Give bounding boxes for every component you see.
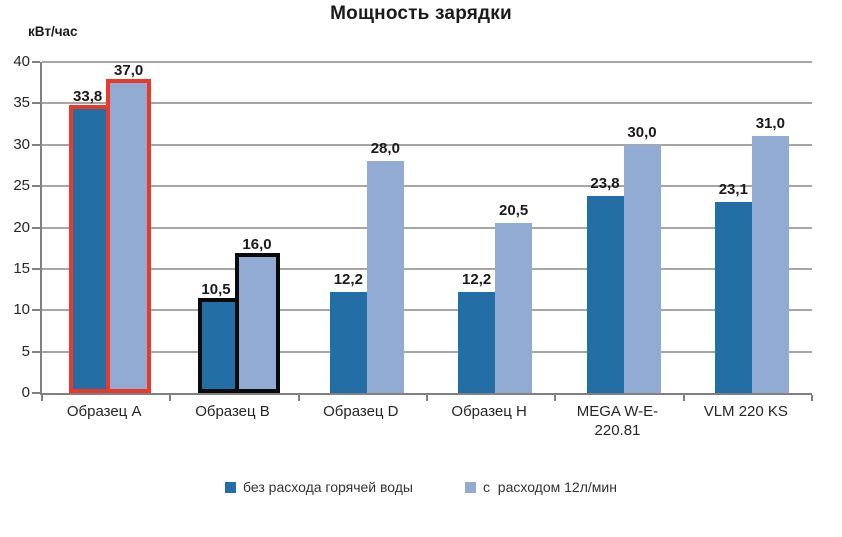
bar-flow-12l-3 bbox=[367, 161, 404, 393]
bar-value-label: 33,8 bbox=[73, 88, 103, 106]
plot-area bbox=[40, 62, 812, 395]
x-tick-mark bbox=[169, 395, 171, 401]
legend-marker-no-flow bbox=[225, 482, 236, 493]
y-gridline bbox=[42, 309, 812, 311]
bar-value-label: 28,0 bbox=[370, 140, 400, 158]
legend-label: без расхода горячей воды bbox=[243, 479, 413, 495]
category-label-5: MEGA W-E-220.81 bbox=[576, 403, 659, 439]
bar-flow-12l-4 bbox=[495, 223, 532, 393]
x-tick-mark bbox=[811, 395, 813, 401]
category-label-2: Образец B bbox=[195, 403, 270, 420]
bar-no-flow-5 bbox=[587, 196, 624, 393]
y-tick-mark bbox=[32, 144, 40, 146]
category-cell bbox=[425, 402, 553, 440]
legend-marker-flow-12l bbox=[465, 482, 476, 493]
bar-value-label: 31,0 bbox=[755, 115, 785, 133]
bar-value-label: 12,2 bbox=[462, 271, 492, 289]
bar-value-label: 16,0 bbox=[242, 235, 272, 253]
y-tick-label: 25 bbox=[13, 177, 30, 195]
bar-value-label: 30,0 bbox=[627, 123, 657, 141]
bar-no-flow-3 bbox=[330, 292, 367, 393]
y-gridline bbox=[42, 185, 812, 187]
y-gridline bbox=[42, 227, 812, 229]
y-tick-label: 5 bbox=[21, 342, 30, 360]
legend-entry-1 bbox=[225, 479, 413, 495]
y-tick-label: 30 bbox=[13, 135, 30, 153]
bar-flow-12l-5 bbox=[624, 145, 661, 393]
y-tick-mark bbox=[32, 351, 40, 353]
chart-title: Мощность зарядки bbox=[330, 3, 512, 24]
y-tick-mark bbox=[32, 227, 40, 229]
category-cell bbox=[553, 402, 681, 440]
category-label-4: Образец H bbox=[451, 403, 527, 420]
bar-no-flow-4 bbox=[458, 292, 495, 393]
y-gridline bbox=[42, 351, 812, 353]
y-gridline bbox=[42, 144, 812, 146]
x-tick-mark bbox=[41, 395, 43, 401]
bar-flow-12l-6 bbox=[752, 136, 789, 393]
category-cell bbox=[168, 402, 296, 440]
y-gridline bbox=[42, 268, 812, 270]
y-tick-label: 10 bbox=[13, 301, 30, 319]
bar-no-flow-6 bbox=[715, 202, 752, 393]
legend-entry-2 bbox=[465, 479, 617, 495]
category-label-1: Образец A bbox=[66, 403, 142, 420]
x-tick-mark bbox=[683, 395, 685, 401]
y-tick-label: 0 bbox=[21, 384, 30, 401]
y-tick-label: 40 bbox=[13, 53, 30, 70]
x-tick-mark bbox=[554, 395, 556, 401]
category-label-3: Образец D bbox=[323, 403, 399, 420]
y-tick-mark bbox=[32, 61, 40, 63]
y-tick-label: 20 bbox=[13, 218, 30, 236]
y-tick-mark bbox=[32, 185, 40, 187]
x-tick-mark bbox=[298, 395, 300, 401]
bar-value-label: 12,2 bbox=[333, 271, 363, 289]
x-tick-mark bbox=[426, 395, 428, 401]
y-tick-mark bbox=[32, 268, 40, 270]
legend-label: с расходом 12л/мин bbox=[483, 479, 617, 495]
y-tick-mark bbox=[32, 392, 40, 394]
bar-flow-12l-1 bbox=[106, 79, 151, 393]
bar-value-label: 20,5 bbox=[499, 202, 529, 220]
legend bbox=[0, 479, 842, 495]
bar-value-label: 23,8 bbox=[590, 175, 620, 193]
bar-value-label: 10,5 bbox=[201, 281, 231, 299]
category-cell bbox=[40, 402, 168, 440]
bar-value-label: 37,0 bbox=[114, 61, 144, 79]
y-tick-mark bbox=[32, 102, 40, 104]
bar-flow-12l-2 bbox=[235, 253, 280, 393]
y-axis-unit-label: кВт/час bbox=[28, 24, 78, 39]
category-label-6: VLM 220 KS bbox=[703, 403, 788, 420]
bar-value-label: 23,1 bbox=[718, 180, 748, 198]
y-gridline bbox=[42, 102, 812, 104]
y-tick-label: 35 bbox=[13, 94, 30, 112]
y-tick-label: 15 bbox=[13, 259, 30, 277]
category-cell bbox=[297, 402, 425, 440]
y-tick-mark bbox=[32, 309, 40, 311]
category-cell bbox=[682, 402, 810, 440]
x-axis-category-labels bbox=[40, 402, 810, 440]
